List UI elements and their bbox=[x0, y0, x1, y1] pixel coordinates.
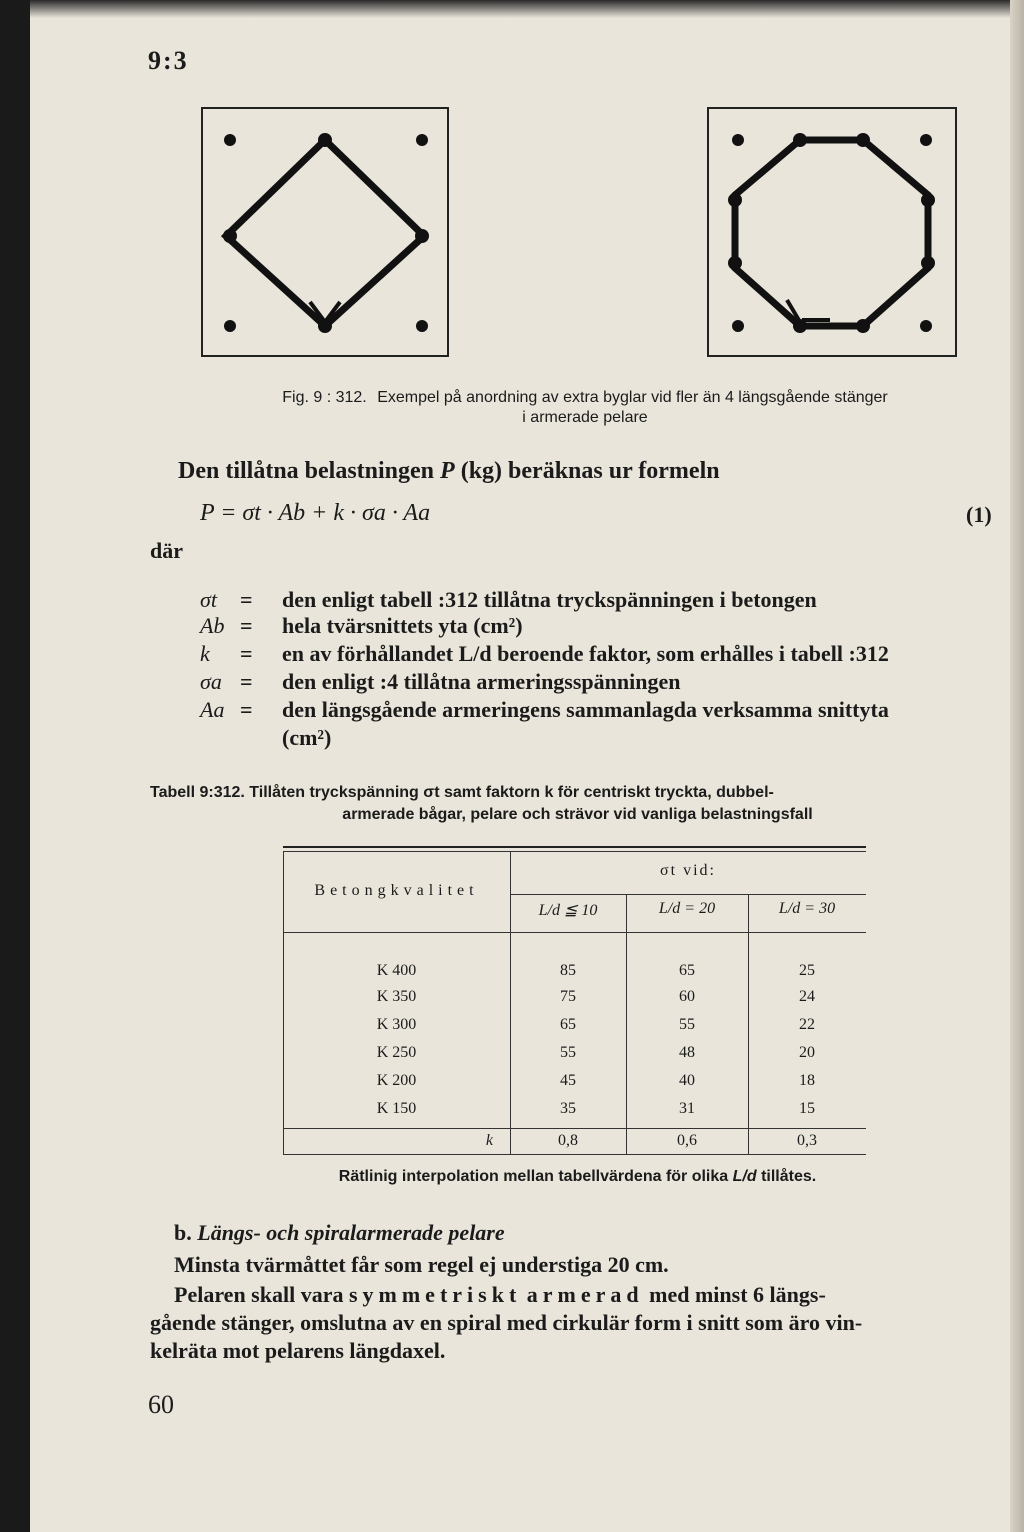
table-cell: 55 bbox=[679, 1016, 695, 1033]
figure-cross-sections bbox=[190, 100, 970, 370]
table-k-rule bbox=[283, 1128, 866, 1129]
lead-prefix: Den tillåtna belastningen bbox=[178, 458, 435, 484]
formula: P = σt · Ab + k · σa · Aa bbox=[200, 500, 431, 526]
definition-symbol: σt bbox=[200, 587, 217, 612]
definition-equals: = bbox=[240, 669, 253, 694]
paragraph-line bbox=[174, 1282, 826, 1308]
definition-symbol: Ab bbox=[200, 613, 225, 638]
section-b-title: Längs- och spiralarmerade pelare bbox=[197, 1220, 505, 1245]
scan-edge-left bbox=[0, 0, 30, 1532]
figure-caption-line2: i armerade pelare bbox=[522, 409, 648, 426]
definition-equals: = bbox=[240, 641, 253, 666]
table-cell: 55 bbox=[560, 1044, 576, 1061]
table-title-line2: armerade bågar, pelare och strävor vid vanliga belastningsfall bbox=[342, 806, 813, 823]
table-cell: 0,3 bbox=[797, 1132, 817, 1149]
definition-text: hela tvärsnittets yta (cm²) bbox=[282, 613, 523, 638]
figure-label: Fig. 9 : 312. bbox=[282, 389, 367, 406]
table-header-quality: Betongkvalitet bbox=[314, 882, 479, 899]
table-header-col: L/d = 20 bbox=[658, 900, 716, 917]
definition-text: en av förhållandet L/d beroende faktor, som erhålles i tabell :312 bbox=[282, 641, 889, 666]
table-title-line1: Tabell 9:312. Tillåten tryckspänning σt samt faktorn k för centriskt tryckta, dubbel- bbox=[150, 784, 774, 801]
table-cell: 0,8 bbox=[558, 1132, 578, 1149]
table-cell: 15 bbox=[799, 1100, 815, 1117]
table-cell: 25 bbox=[799, 962, 815, 979]
definition-text: den längsgående armeringens sammanlagda verksamma snittyta bbox=[282, 697, 889, 722]
table-cell-quality: K 200 bbox=[376, 1072, 417, 1089]
table-footnote bbox=[150, 1168, 1005, 1186]
footnote-prefix: Rätlinig interpolation mellan tabellvärdena för olika bbox=[338, 1168, 729, 1185]
figure-caption-line1: Exempel på anordning av extra byglar vid fler än 4 längsgående stänger bbox=[377, 389, 888, 406]
table-header-group: σt vid: bbox=[660, 862, 716, 879]
cross-section-left bbox=[202, 108, 448, 356]
table-header-rule bbox=[510, 894, 866, 895]
paragraph-emphasis: armerad bbox=[526, 1282, 644, 1307]
table-cell: 22 bbox=[799, 1016, 815, 1033]
table-cell: 18 bbox=[799, 1072, 815, 1089]
definition-text: (cm²) bbox=[282, 725, 332, 750]
table-cell: 48 bbox=[679, 1044, 695, 1061]
paragraph-line: kelräta mot pelarens längdaxel. bbox=[150, 1338, 446, 1363]
definition-text: den enligt tabell :312 tillåtna tryckspänningen i betongen bbox=[282, 587, 817, 612]
cross-section-right bbox=[708, 108, 956, 356]
footnote-suffix: tillåtes. bbox=[761, 1168, 817, 1185]
paragraph-line: gående stänger, omslutna av en spiral med cirkulär form i snitt som äro vin- bbox=[150, 1310, 863, 1335]
paragraph-text: med minst 6 längs- bbox=[649, 1282, 826, 1307]
table-cell: 40 bbox=[679, 1072, 695, 1089]
paragraph-emphasis: symmetriskt bbox=[348, 1282, 522, 1307]
definition-equals: = bbox=[240, 587, 253, 612]
definition-equals: = bbox=[240, 697, 253, 722]
table-cell-quality: K 300 bbox=[376, 1016, 417, 1033]
section-b-heading bbox=[174, 1220, 505, 1246]
table-header-rule bbox=[283, 932, 866, 933]
table-cell: 65 bbox=[679, 962, 695, 979]
table-cell: 60 bbox=[679, 988, 695, 1005]
lead-symbol: P bbox=[440, 458, 455, 484]
definition-symbol: k bbox=[200, 641, 210, 666]
scan-shadow-top bbox=[0, 0, 1024, 18]
table-cell: 35 bbox=[560, 1100, 576, 1117]
footnote-symbol: L/d bbox=[732, 1168, 757, 1185]
table-cell-quality: K 350 bbox=[376, 988, 417, 1005]
formula-number: (1) bbox=[966, 502, 992, 527]
section-b-label: b. bbox=[174, 1220, 192, 1245]
table-cell: 75 bbox=[560, 988, 576, 1005]
table-top-rule-thin bbox=[283, 851, 866, 852]
table-bottom-rule bbox=[283, 1154, 866, 1155]
paragraph-text: Pelaren skall vara bbox=[174, 1282, 344, 1307]
table-cell: 65 bbox=[560, 1016, 576, 1033]
page-number: 60 bbox=[148, 1390, 174, 1419]
table-cell-quality: K 400 bbox=[376, 962, 417, 979]
paragraph-line: Minsta tvärmåttet får som regel ej understiga 20 cm. bbox=[174, 1252, 669, 1277]
table-cell: 45 bbox=[560, 1072, 576, 1089]
definition-symbol: σa bbox=[200, 669, 222, 694]
definition-equals: = bbox=[240, 613, 253, 638]
table-title bbox=[150, 782, 1005, 826]
table-cell: 20 bbox=[799, 1044, 815, 1061]
table-header-col: L/d ≦ 10 bbox=[538, 902, 598, 919]
definition-symbol: Aa bbox=[200, 697, 225, 722]
table-top-rule bbox=[283, 846, 866, 848]
table-cell-quality: K 250 bbox=[376, 1044, 417, 1061]
lead-suffix: (kg) beräknas ur formeln bbox=[460, 458, 720, 484]
table-cell: 31 bbox=[679, 1100, 695, 1117]
dar-label: där bbox=[150, 538, 183, 563]
table-cell: 85 bbox=[560, 962, 576, 979]
table-header-col: L/d = 30 bbox=[778, 900, 836, 917]
table-cell: 0,6 bbox=[677, 1132, 697, 1149]
section-number: 9:3 bbox=[148, 46, 189, 75]
definition-text: den enligt :4 tillåtna armeringsspänningen bbox=[282, 669, 681, 694]
table-cell-quality: K 150 bbox=[376, 1100, 417, 1117]
table-cell: 24 bbox=[799, 988, 815, 1005]
scan-edge-right bbox=[1010, 0, 1024, 1532]
figure-caption bbox=[200, 388, 970, 428]
table-cell-k-label: k bbox=[485, 1132, 493, 1149]
lead-sentence bbox=[178, 458, 720, 485]
